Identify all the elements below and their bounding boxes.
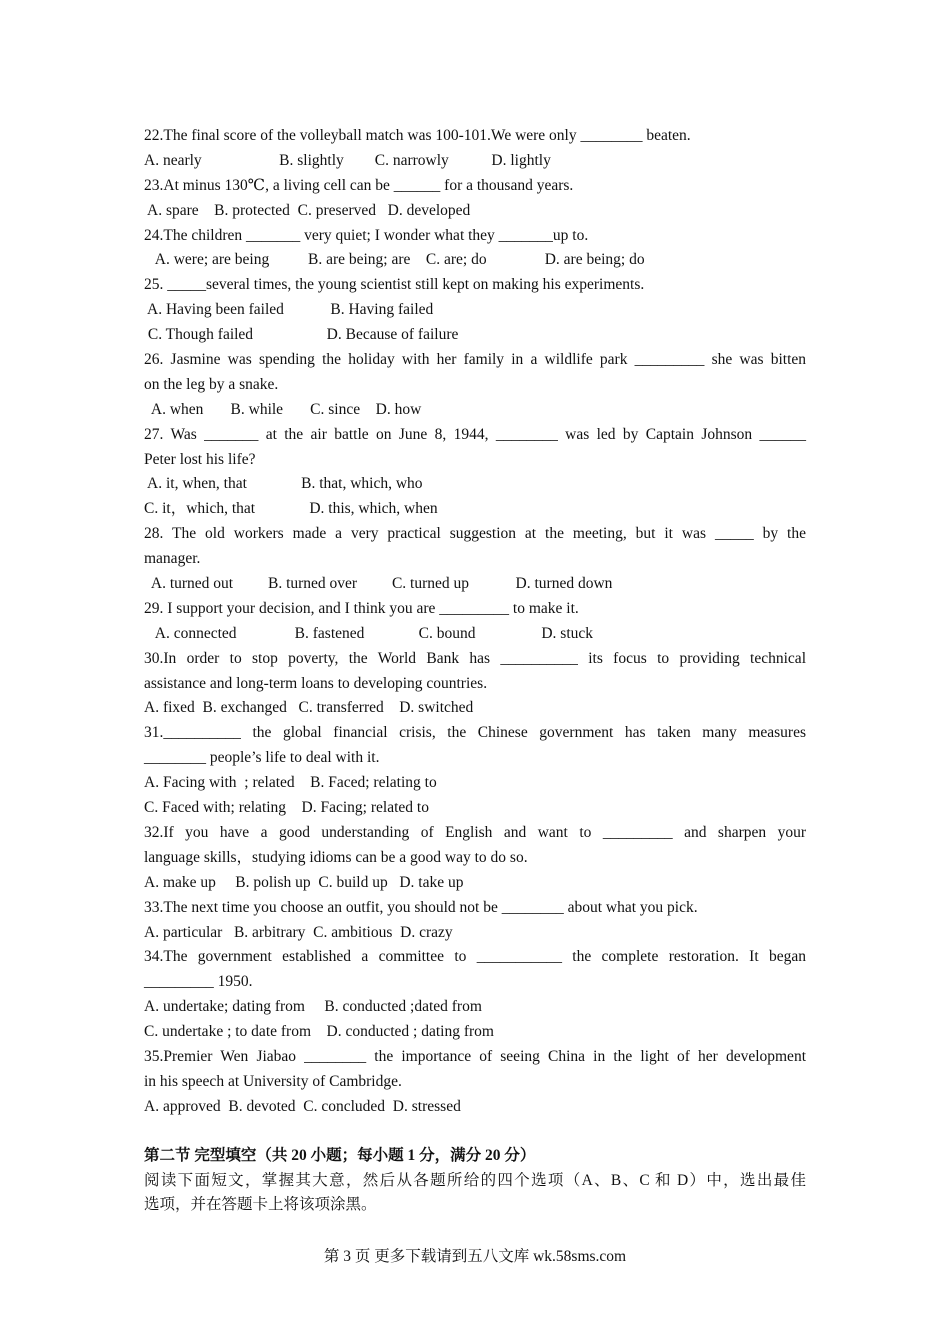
text-line: A. approved B. devoted C. concluded D. stressed — [144, 1097, 461, 1115]
text-line: 23.At minus 130℃, a living cell can be ______ for a thousand years. — [144, 176, 574, 194]
text-line: _________ 1950. — [144, 973, 253, 991]
text-line: manager. — [144, 550, 201, 568]
text-line: A. spare B. protected C. preserved D. developed — [144, 201, 471, 219]
section-heading: 第二节 完型填空（共 20 小题；每小题 1 分，满分 20 分） — [144, 1146, 536, 1164]
text-line: A. fixed B. exchanged C. transferred D. switched — [144, 699, 474, 717]
text-line: 25. _____several times, the young scientist still kept on making his experiments. — [144, 276, 645, 294]
text-line: 29. I support your decision, and I think you are _________ to make it. — [144, 599, 579, 617]
text-line: 27. Was _______ at the air battle on June 8, 1944, ________ was led by Captain Johnson ______ — [144, 425, 806, 443]
text-line: A. particular B. arbitrary C. ambitious D. crazy — [144, 923, 453, 941]
text-line: C. Though failed D. Because of failure — [144, 326, 459, 344]
text-line: 28. The old workers made a very practical suggestion at the meeting, but it was _____ by the — [144, 525, 806, 543]
text-line: 26. Jasmine was spending the holiday with her family in a wildlife park _________ she was bitten — [144, 351, 806, 369]
text-line: A. Facing with ; related B. Faced; relating to — [144, 774, 437, 792]
document-page — [144, 124, 806, 1218]
text-line: A. Having been failed B. Having failed — [144, 301, 434, 319]
section-instruction-line-2: 选项，并在答题卡上将该项涂黑。 — [144, 1196, 377, 1214]
text-line: ________ people’s life to deal with it. — [144, 749, 380, 767]
text-line: 30.In order to stop poverty, the World Bank has __________ its focus to providing technical — [144, 649, 806, 667]
text-line: A. were; are being B. are being; are C. are; do D. are being; do — [144, 251, 645, 269]
text-line: 34.The government established a committee to ___________ the complete restoration. It began — [144, 948, 806, 966]
text-line: A. it, when, that B. that, which, who — [144, 475, 423, 493]
text-line: C. Faced with; relating D. Facing; related to — [144, 799, 429, 817]
text-line: 32.If you have a good understanding of English and want to _________ and sharpen your — [144, 823, 806, 841]
text-line: language skills，studying idioms can be a good way to do so. — [144, 848, 528, 866]
text-line: 22.The final score of the volleyball match was 100-101.We were only ________ beaten. — [144, 127, 691, 144]
text-line: 24.The children _______ very quiet; I wonder what they _______up to. — [144, 226, 589, 244]
text-line: A. undertake; dating from B. conducted ;dated from — [144, 998, 482, 1016]
text-line: A. turned out B. turned over C. turned up D. turned down — [144, 575, 613, 593]
section-instruction-line-1: 阅读下面短文，掌握其大意，然后从各题所给的四个选项（A、B、C 和 D）中，选出最佳 — [144, 1171, 806, 1189]
text-line: 31.__________ the global financial crisis, the Chinese government has taken many measures — [144, 724, 806, 742]
text-line: 33.The next time you choose an outfit, you should not be ________ about what you pick. — [144, 898, 698, 916]
text-line: A. when B. while C. since D. how — [144, 400, 422, 418]
text-line: C. undertake ; to date from D. conducted ; dating from — [144, 1023, 494, 1041]
page-footer: 第 3 页 更多下载请到五八文库 wk.58sms.com — [323, 1248, 627, 1265]
text-line: assistance and long-term loans to developing countries. — [144, 674, 488, 692]
text-line: A. connected B. fastened C. bound D. stuck — [144, 624, 594, 642]
text-line: Peter lost his life? — [144, 450, 256, 468]
text-line: C. it，which, that D. this, which, when — [144, 500, 438, 518]
question-list — [144, 124, 806, 1120]
text-line: in his speech at University of Cambridge. — [144, 1072, 402, 1090]
text-line: 35.Premier Wen Jiabao ________ the importance of seeing China in the light of her development — [144, 1047, 806, 1065]
text-line: on the leg by a snake. — [144, 375, 279, 393]
text-line: A. nearly B. slightly C. narrowly D. lightly — [144, 151, 551, 169]
text-line: A. make up B. polish up C. build up D. take up — [144, 873, 464, 891]
